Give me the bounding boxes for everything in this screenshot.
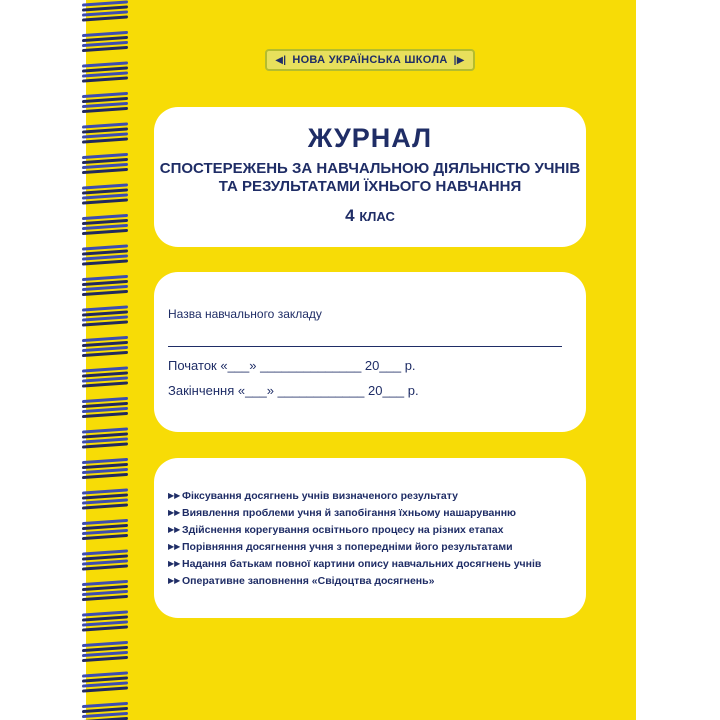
spiral-binding bbox=[76, 0, 136, 720]
title-card bbox=[154, 107, 586, 247]
subtitle-line-2: ТА РЕЗУЛЬТАТАМИ ЇХНЬОГО НАВЧАННЯ bbox=[218, 178, 522, 195]
spiral-ring bbox=[82, 519, 128, 540]
spiral-ring bbox=[82, 336, 128, 357]
spiral-ring bbox=[82, 92, 128, 113]
journal-title: ЖУРНАЛ bbox=[307, 123, 433, 153]
features-card bbox=[154, 458, 586, 618]
series-name: НОВА УКРАЇНСЬКА ШКОЛА bbox=[292, 54, 448, 66]
spiral-ring bbox=[82, 702, 128, 720]
feature-text: Порівняння досягнення учня з попередніми його результатами bbox=[182, 540, 513, 553]
grade-number: 4 bbox=[345, 206, 355, 225]
spiral-ring bbox=[82, 488, 128, 509]
list-item bbox=[168, 504, 541, 521]
spiral-ring bbox=[82, 244, 128, 265]
spiral-rings bbox=[76, 0, 136, 720]
double-chevron-icon: ▶▶ bbox=[168, 525, 181, 534]
list-item bbox=[168, 538, 541, 555]
double-chevron-icon: ▶▶ bbox=[168, 508, 181, 517]
double-chevron-icon: ▶▶ bbox=[168, 491, 181, 500]
list-item bbox=[168, 555, 541, 572]
grade-label bbox=[154, 206, 586, 226]
school-name-line bbox=[168, 346, 562, 347]
feature-text: Надання батькам повної картини опису навчальних досягнень учнів bbox=[182, 557, 542, 570]
school-name-label: Назва навчального закладу bbox=[168, 307, 322, 321]
badge-right-mark: |▶ bbox=[453, 54, 465, 66]
journal-subtitle bbox=[154, 160, 586, 196]
spiral-ring bbox=[82, 61, 128, 82]
spiral-ring bbox=[82, 397, 128, 418]
features-list bbox=[168, 487, 541, 589]
feature-text: Оперативне заповнення «Свідоцтва досягнень» bbox=[182, 574, 435, 587]
spiral-ring bbox=[82, 122, 128, 143]
feature-text: Здійснення корегування освітнього процесу на різних етапах bbox=[182, 523, 504, 536]
series-badge bbox=[265, 49, 475, 71]
spiral-ring bbox=[82, 305, 128, 326]
spiral-ring bbox=[82, 0, 128, 21]
badge-left-mark: ◀| bbox=[275, 54, 287, 66]
spiral-ring bbox=[82, 671, 128, 692]
spiral-ring bbox=[82, 214, 128, 235]
spiral-ring bbox=[82, 275, 128, 296]
subtitle-line-1: СПОСТЕРЕЖЕНЬ ЗА НАВЧАЛЬНОЮ ДІЯЛЬНІСТЮ УЧНІВ bbox=[159, 160, 581, 177]
end-date-line: Закінчення «___» ____________ 20___ р. bbox=[168, 383, 419, 398]
feature-text: Виявлення проблеми учня й запобігання їхньому нашаруванню bbox=[182, 506, 517, 519]
school-info-card bbox=[154, 272, 586, 432]
feature-text: Фіксування досягнень учнів визначеного результату bbox=[182, 489, 458, 502]
spiral-ring bbox=[82, 580, 128, 601]
list-item bbox=[168, 572, 541, 589]
spiral-ring bbox=[82, 549, 128, 570]
double-chevron-icon: ▶▶ bbox=[168, 576, 181, 585]
double-chevron-icon: ▶▶ bbox=[168, 559, 181, 568]
list-item bbox=[168, 487, 541, 504]
spiral-ring bbox=[82, 183, 128, 204]
double-chevron-icon: ▶▶ bbox=[168, 542, 181, 551]
start-date-line: Початок «___» ______________ 20___ р. bbox=[168, 358, 416, 373]
list-item bbox=[168, 521, 541, 538]
spiral-ring bbox=[82, 31, 128, 52]
grade-word: КЛАС bbox=[359, 209, 395, 224]
spiral-ring bbox=[82, 610, 128, 631]
spiral-ring bbox=[82, 458, 128, 479]
spiral-ring bbox=[82, 427, 128, 448]
spiral-ring bbox=[82, 366, 128, 387]
spiral-ring bbox=[82, 153, 128, 174]
spiral-ring bbox=[82, 641, 128, 662]
